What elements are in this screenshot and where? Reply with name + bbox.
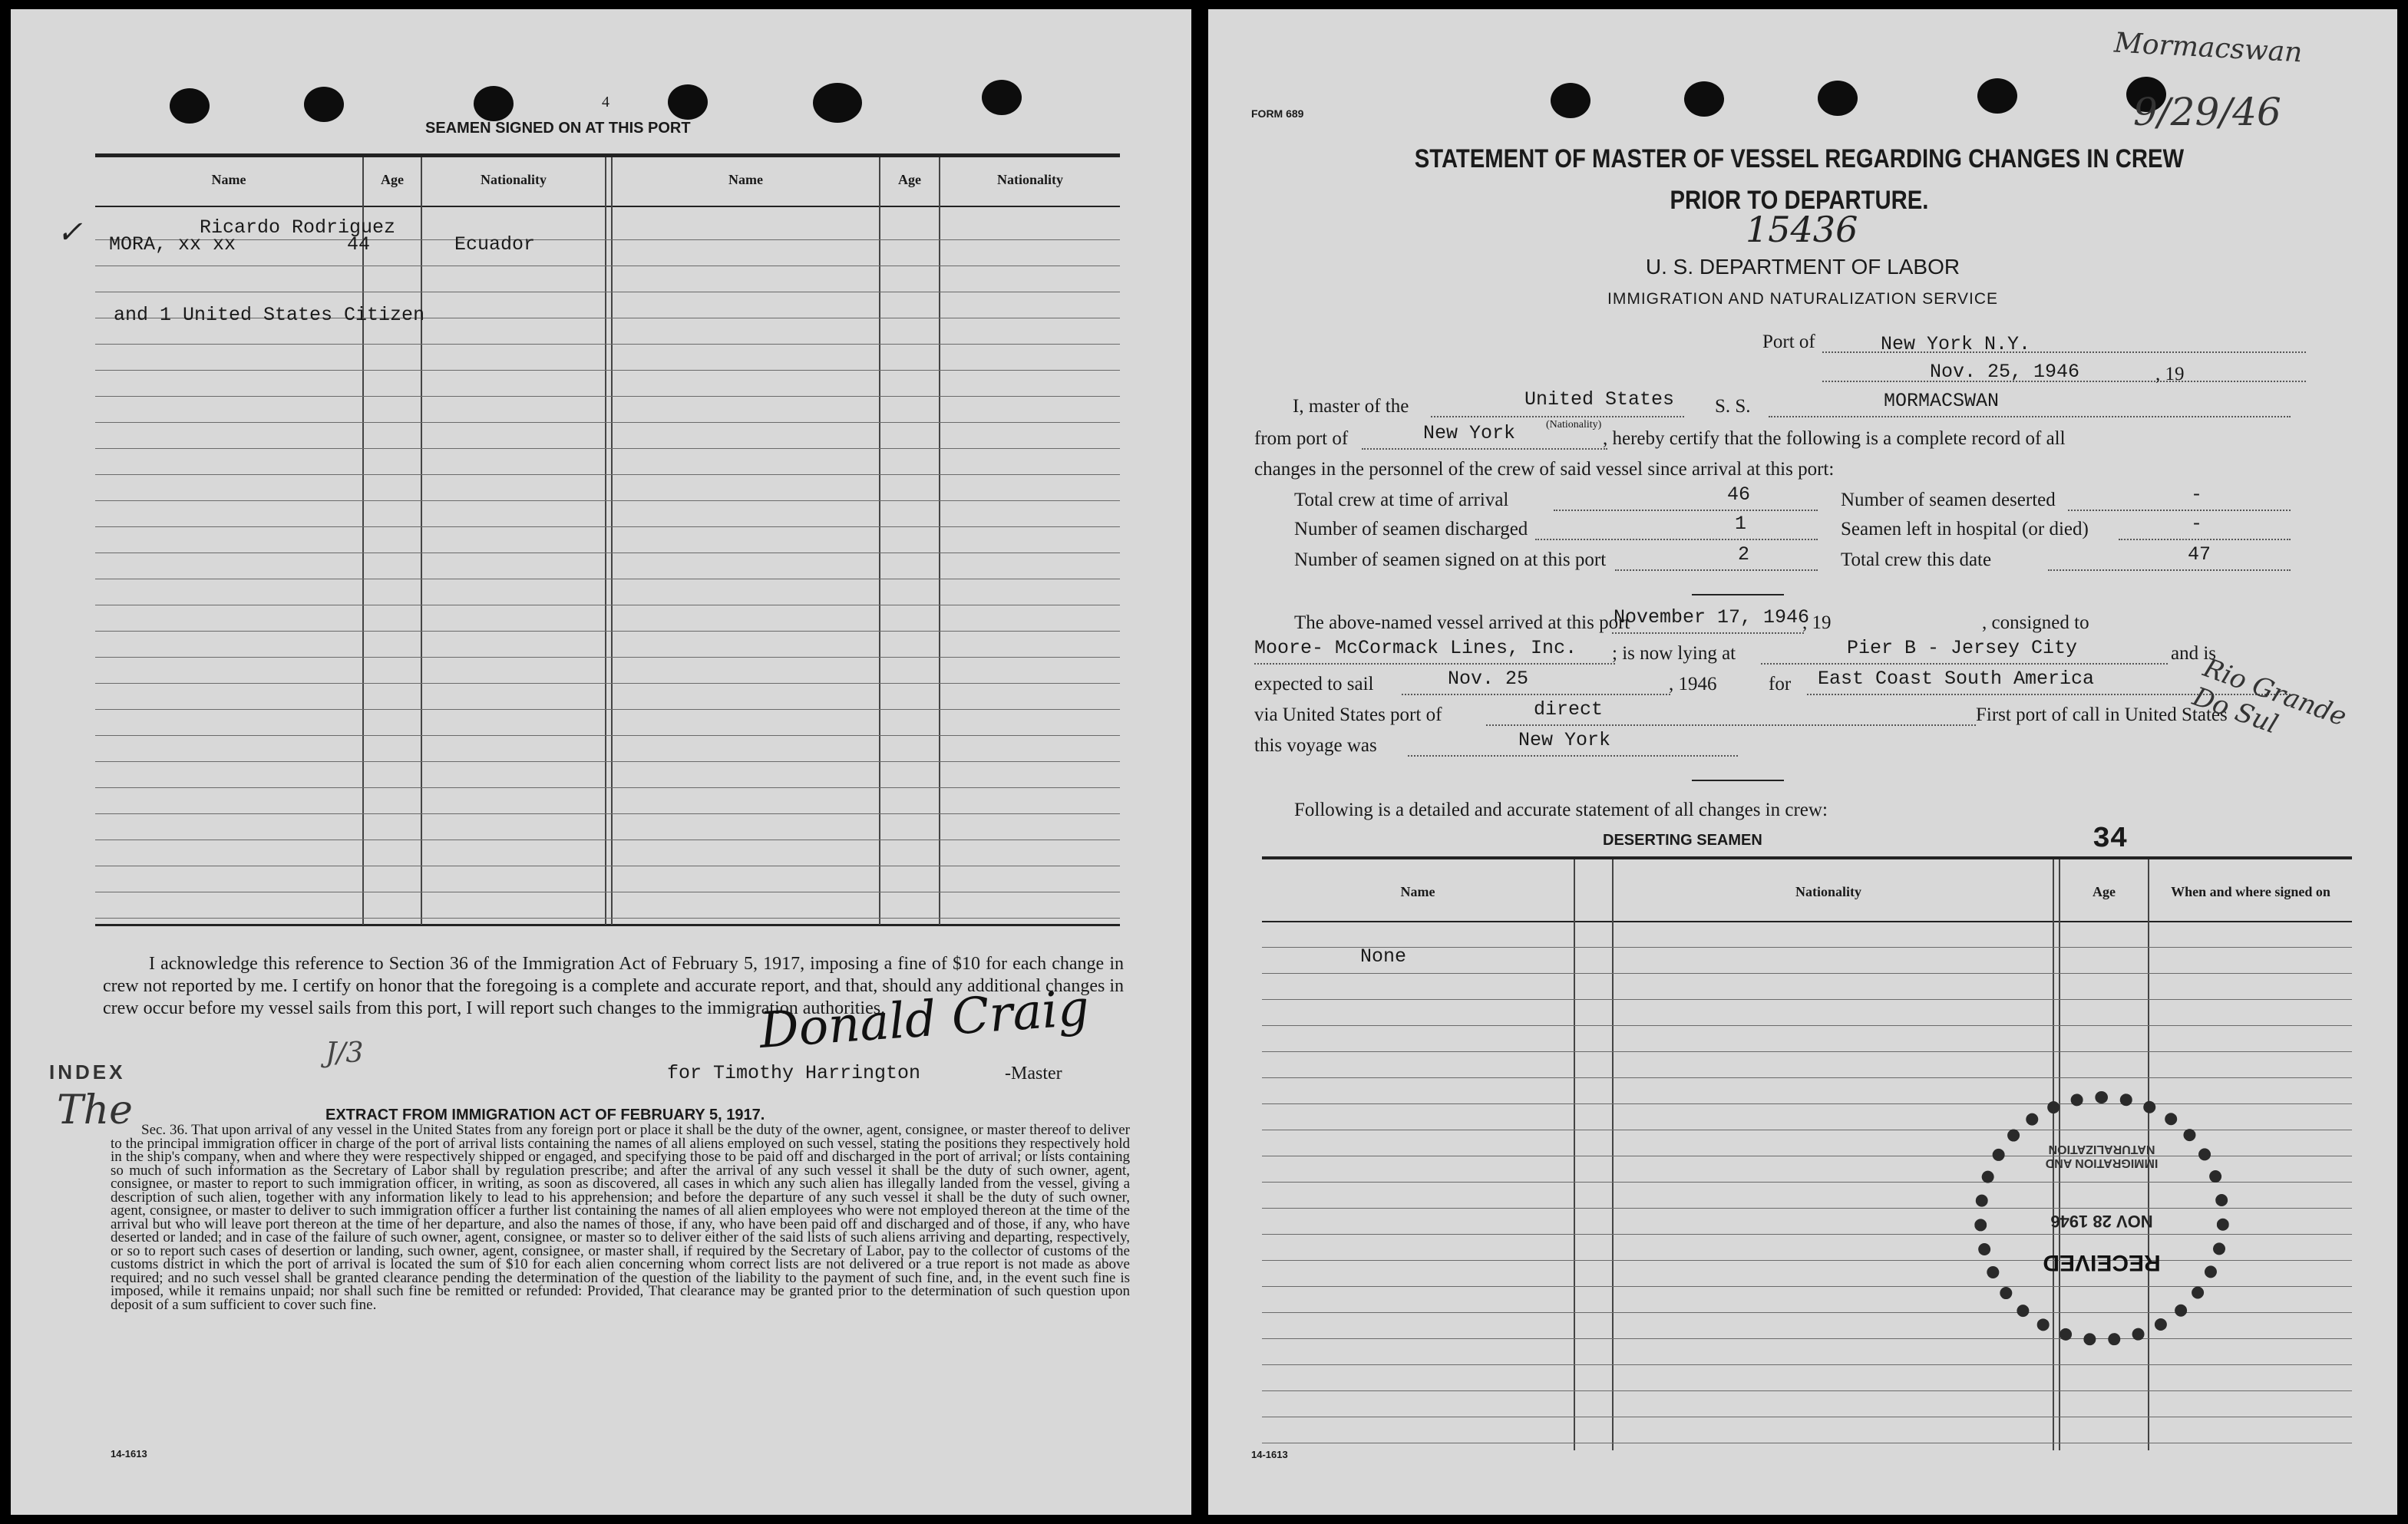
table-row-line — [95, 709, 1120, 710]
total-crew-label: Total crew this date — [1841, 549, 1992, 570]
table-row-line — [95, 239, 1120, 240]
corner-note-vessel: Mormacswan — [2113, 27, 2304, 69]
expected-year: , 1946 — [1669, 674, 1717, 694]
table-row-line — [95, 761, 1120, 762]
service-name: IMMIGRATION AND NATURALIZATION SERVICE — [1607, 290, 1998, 308]
punch-hole — [1551, 83, 1590, 118]
from-port-label: from port of — [1254, 428, 1349, 449]
port-value: New York N.Y. — [1881, 333, 2031, 355]
table-row-line — [1262, 1338, 2352, 1339]
extract-title: EXTRACT FROM IMMIGRATION ACT OF FEBRUARY 5, 1917. — [325, 1107, 765, 1123]
table-row-line — [1262, 1390, 2352, 1391]
check-mark: ✓ — [57, 215, 83, 250]
expected-value: Nov. 25 — [1448, 668, 1529, 690]
table-row-line — [95, 683, 1120, 684]
for-label: for — [1769, 674, 1792, 694]
table-top-rule — [95, 153, 1120, 157]
deserting-title: DESERTING SEAMEN — [1603, 832, 1762, 849]
table-row-line — [95, 396, 1120, 397]
deserting-page-number: 34 — [2093, 823, 2128, 856]
via-label: via United States port of — [1254, 704, 1442, 725]
destination-value: East Coast South America — [1818, 668, 2095, 690]
date-value: Nov. 25, 1946 — [1930, 361, 2080, 383]
col-name: Name — [728, 172, 763, 187]
total-crew-value: 47 — [2188, 543, 2211, 566]
lying-value: Pier B - Jersey City — [1847, 637, 2078, 659]
table-row-line — [95, 422, 1120, 423]
lying-label: ; is now lying at — [1612, 643, 1736, 664]
file-number: 15436 — [1746, 209, 1858, 250]
table-row-line — [95, 448, 1120, 449]
master-signature: Donald Craig — [757, 980, 1092, 1060]
right-page — [1208, 9, 2397, 1515]
punch-hole — [304, 87, 344, 122]
ss-label: S. S. — [1715, 396, 1751, 417]
arrived-year: , 19 — [1802, 612, 1832, 633]
table-row-line — [1262, 1103, 2352, 1104]
entry-citizen-note: and 1 United States Citizen — [114, 304, 425, 326]
corner-note-date: 9/29/46 — [2133, 90, 2281, 134]
col-age: Age — [898, 172, 921, 187]
expected-label: expected to sail — [1254, 674, 1374, 694]
total-arrival-value: 46 — [1727, 483, 1751, 506]
table-row-line — [1262, 1312, 2352, 1313]
col-age: Age — [2093, 884, 2116, 899]
table-row-line — [95, 344, 1120, 345]
table-row-line — [1262, 1364, 2352, 1365]
form-code: 14-1613 — [1251, 1449, 1288, 1460]
discharged-label: Number of seamen discharged — [1294, 519, 1528, 539]
following-text: Following is a detailed and accurate statement of all changes in crew: — [1294, 800, 1828, 820]
punch-hole — [1818, 81, 1858, 116]
acknowledgement-text: I acknowledge this reference to Section 36 of the Immigration Act of February 5, 1917, imposing a fine of $10 for each change in crew not reported by me. I certify on honor that the foregoing is a complete and accurate report, and that, should any additional changes in crew occur before my vessel sails from this port, I will report such changes to the immigration authorities. — [103, 954, 1124, 1018]
table-row-line — [95, 657, 1120, 658]
table-row-line — [95, 526, 1120, 527]
punch-hole — [474, 86, 514, 121]
extract-text: Sec. 36. That upon arrival of any vessel in the United States from any foreign port or place it shall be the duty of the owner, agent, consignee, or master thereof to deliver to the principal immigration officer in charge of the port of arrival lists containing the names of all aliens employed on such vessel, stating the positions they respectively hold in the ship's company, when and where they were respectively shipped or engaged, and specifying those to be paid off and discharged in the port of arrival; or lists containing so much of such information as the Secretary of Labor shall by regulation prescribe; and after the arrival of any such vessel it shall be the duty of such owner, agent, consignee, or master to report to such immigration officer, in writing, as soon as discovered, all cases in which any such alien has illegally landed from the vessel, giving a description of such alien, together with any information likely to lead to his apprehension; and before the departure of any such vessel it shall be the duty of such owner, agent, consignee, or master to deliver to such immigration officer a further list containing the names of all alien employees who were not employed thereon at the time of the arrival but who will leave port thereon at the time of her departure, and also the names of those, if any, who have been paid off and discharged and of those, if any, who have deserted or landed; and in case of the failure of such owner, agent, consignee, or master so to deliver either of the said lists of such aliens arriving and departing, respectively, or so to report such cases of desertion or landing, such owner, agent, consignee, or master shall, if required by the Secretary of Labor, pay to the collector of customs of the customs district in which the port of arrival is located the sum of $10 for each alien concerning whom correct lists are not delivered or a true report is not made as above required; and no such vessel shall be granted clearance pending the determination of the question of the liability to the payment of such fine, and, in the event such fine is imposed, while it remains unpaid; nor shall such fine be remitted or refunded: Provided, That clearance may be granted prior to the determination of such question upon deposit of a sum sufficient to cover such fine. — [111, 1122, 1130, 1313]
discharged-value: 1 — [1735, 513, 1747, 535]
hospital-label: Seamen left in hospital (or died) — [1841, 519, 2089, 539]
entry-age: 44 — [347, 233, 371, 256]
punch-hole — [982, 80, 1022, 115]
col-nationality: Nationality — [480, 172, 547, 187]
table-row-line — [1262, 999, 2352, 1000]
table-row-line — [1262, 1025, 2352, 1026]
via-value: direct — [1534, 698, 1604, 721]
punch-hole — [668, 84, 708, 120]
entry-nationality: Ecuador — [454, 233, 536, 256]
table-row-line — [95, 474, 1120, 475]
hospital-value: - — [2191, 513, 2203, 535]
table-bottom-rule — [95, 924, 1120, 926]
signature-typed: for Timothy Harrington — [667, 1062, 921, 1084]
deserting-entry: None — [1360, 945, 1407, 968]
entry-name-line1: Ricardo Rodriguez — [200, 216, 396, 239]
index-stamp: INDEX — [49, 1061, 126, 1084]
initials: J/3 — [325, 1037, 364, 1069]
table-row-line — [95, 631, 1120, 632]
voyage-value: New York — [1518, 729, 1611, 751]
table-row-line — [95, 500, 1120, 501]
deserted-label: Number of seamen deserted — [1841, 490, 2056, 510]
vessel-value: MORMACSWAN — [1884, 390, 2000, 412]
punch-hole — [1977, 78, 2017, 114]
col-name: Name — [1400, 884, 1435, 899]
table-row-line — [1262, 947, 2352, 948]
punch-hole — [1684, 81, 1724, 117]
nationality-value: United States — [1524, 388, 1675, 411]
col-age: Age — [381, 172, 404, 187]
arrived-label: The above-named vessel arrived at this port — [1294, 612, 1630, 633]
col-nationality: Nationality — [996, 172, 1063, 187]
form-title: STATEMENT OF MASTER OF VESSEL REGARDING CHANGES IN CREW — [1414, 144, 2185, 173]
col-name: Name — [211, 172, 246, 187]
punch-hole — [813, 83, 862, 123]
page-title: SEAMEN SIGNED ON AT THIS PORT — [425, 120, 691, 137]
table-row-line — [1262, 973, 2352, 974]
page-number: 4 — [602, 94, 609, 111]
table-row-line — [1262, 1077, 2352, 1078]
entry-name-line2: MORA, xx xx — [109, 233, 236, 256]
deserting-table-top — [1262, 856, 2352, 859]
margin-note: Rio Grande Do Sul — [2188, 652, 2351, 741]
table-row-line — [95, 787, 1120, 788]
certify-text-2: changes in the personnel of the crew of said vessel since arrival at this port: — [1254, 459, 1835, 480]
port-label: Port of — [1762, 332, 1815, 352]
first-call-label: First port of call in United States — [1976, 704, 2228, 725]
table-header-rule — [95, 206, 1120, 207]
signed-on-label: Number of seamen signed on at this port — [1294, 549, 1607, 570]
year-suffix: , 19 — [2155, 364, 2185, 384]
deserting-header-rule — [1262, 921, 2352, 922]
form-code: 14-1613 — [111, 1448, 147, 1460]
table-row-line — [95, 735, 1120, 736]
voyage-label: this voyage was — [1254, 735, 1377, 756]
certify-text: , hereby certify that the following is a complete record of all — [1603, 428, 2066, 449]
nationality-caption: (Nationality) — [1546, 419, 1602, 430]
immigration-received-stamp: IMMIGRATION AND NATURALIZATION NOV 28 1946 RECEIVED — [1974, 1091, 2229, 1346]
form-subtitle: PRIOR TO DEPARTURE. — [1670, 186, 1929, 215]
signature-suffix: -Master — [1005, 1064, 1062, 1084]
consigned-label: , consigned to — [1982, 612, 2089, 633]
col-nationality: Nationality — [1795, 884, 1861, 899]
signed-on-value: 2 — [1738, 543, 1750, 566]
deserted-value: - — [2191, 483, 2203, 506]
master-label: I, master of the — [1293, 396, 1409, 417]
table-row-line — [95, 813, 1120, 814]
arrived-value: November 17, 1946 — [1614, 606, 1810, 628]
department-name: U. S. DEPARTMENT OF LABOR — [1645, 255, 1960, 279]
consignee-value: Moore- McCormack Lines, Inc. — [1254, 637, 1577, 659]
table-row-line — [95, 370, 1120, 371]
table-row-line — [1262, 1051, 2352, 1052]
table-row-line — [95, 918, 1120, 919]
index-handwriting: The — [57, 1087, 133, 1133]
and-is-label: and is — [2171, 643, 2217, 664]
left-page — [11, 9, 1191, 1515]
form-number: FORM 689 — [1251, 107, 1304, 120]
total-arrival-label: Total crew at time of arrival — [1294, 490, 1509, 510]
punch-hole — [170, 88, 210, 124]
col-when-where: When and where signed on — [2171, 884, 2330, 899]
from-port-value: New York — [1423, 422, 1516, 444]
